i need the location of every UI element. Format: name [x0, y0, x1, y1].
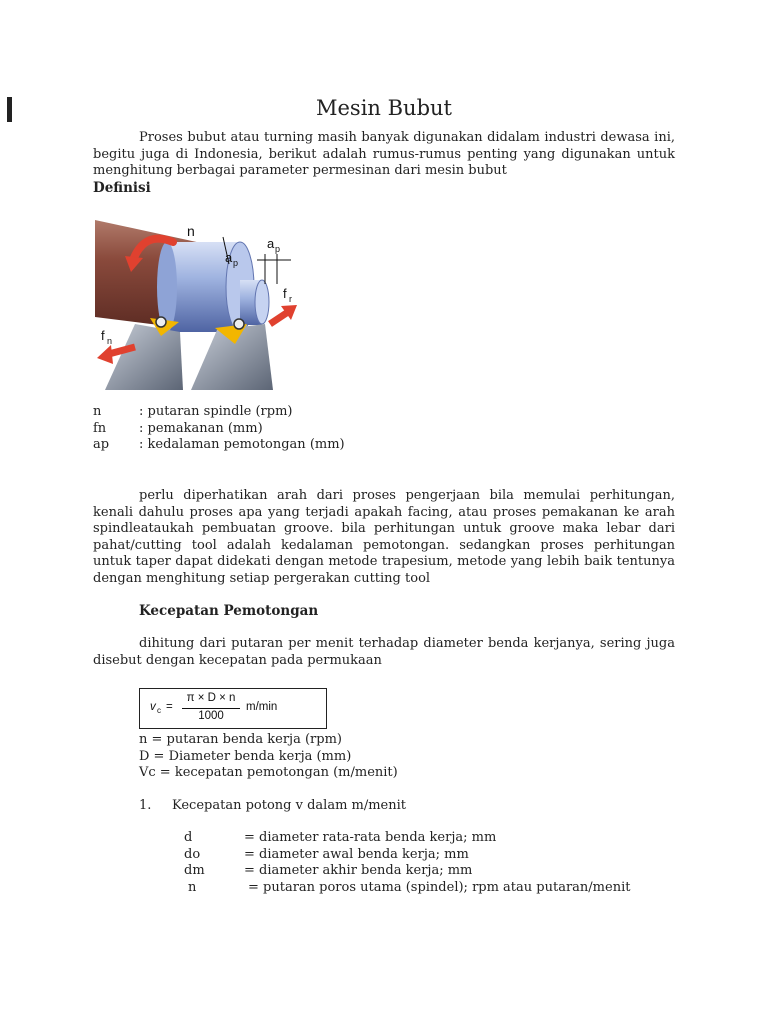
definisi-heading: Definisi: [93, 180, 151, 196]
variable-item: dm = diameter akhir benda kerja; mm: [184, 863, 473, 879]
formula-var-line: Vc = kecepatan pemotongan (m/menit): [139, 765, 398, 781]
fraction-bar: [182, 708, 240, 709]
definition-list: [93, 404, 345, 454]
label-fn: f: [101, 328, 105, 343]
variable-list: [184, 830, 630, 896]
formula-var-line: D = Diameter benda kerja (mm): [139, 748, 352, 764]
label-ap-2: a: [267, 236, 275, 251]
label-n: n: [187, 223, 195, 239]
formula-box: [139, 688, 327, 729]
variable-item: d = diameter rata-rata benda kerja; mm: [184, 830, 497, 845]
formula-equals: =: [166, 701, 173, 713]
label-fr-sub: r: [289, 294, 292, 304]
page-title: Mesin Bubut: [316, 96, 452, 120]
speed-text: dihitung dari putaran per menit terhadap diameter benda kerjanya, sering juga disebut dengan kecepatan pada permukaan: [93, 636, 675, 668]
process-paragraph: [93, 488, 675, 588]
variable-item: n = putaran poros utama (spindel); rpm atau putaran/menit: [188, 879, 631, 895]
definition-item: fn : pemakanan (mm): [93, 420, 263, 436]
label-fn-sub: n: [107, 336, 113, 346]
formula-unit: m/min: [246, 701, 278, 713]
numbered-item: [139, 798, 406, 813]
process-text: perlu diperhatikan arah dari proses pengerjaan bila memulai perhitungan, kenali dahulu proses apa yang terjadi apakah facing, atau proses pemakanan ke arah spindleataukah pembuatan groove. bila perhitungan untuk groove maka lebar dari pahat/cutting tool adalah kedalaman pemotongan. sedangkan proses perhitungan untuk taper dapat didekati dengan metode trapesium, metode yang lebih baik tentunya dengan menghitung setiap pergerakan cutting tool: [93, 488, 675, 586]
turning-illustration: [95, 212, 300, 390]
list-text: Kecepatan potong v dalam m/menit: [172, 798, 407, 813]
kecepatan-heading: Kecepatan Pemotongan: [139, 603, 319, 619]
variable-item: do = diameter awal benda kerja; mm: [184, 846, 469, 862]
label-fr: f: [283, 286, 287, 301]
intro-text: Proses bubut atau turning masih banyak digunakan didalam industri dewasa ini, begitu juga di Indonesia, berikut adalah rumus-rumus penting yang digunakan untuk menghitung berbagai parameter permesinan dari mesin bubut: [93, 130, 675, 179]
label-ap-2-sub: p: [275, 244, 281, 254]
tool-holder-left: [105, 324, 183, 390]
label-ap-1-sub: p: [233, 258, 239, 268]
formula-lhs: v: [150, 701, 156, 713]
formula-lhs-sub: c: [157, 706, 161, 715]
intro-paragraph: [93, 130, 675, 180]
definition-item: ap : kedalaman pemotongan (mm): [93, 437, 345, 453]
formula-denominator: 1000: [198, 710, 224, 722]
label-ap-1: a: [225, 250, 233, 265]
definition-item: n : putaran spindle (rpm): [93, 404, 293, 419]
list-number: 1.: [139, 798, 152, 813]
turning-illustration-svg: [95, 212, 300, 390]
formula-variables: [139, 732, 398, 782]
formula-numerator: π × D × n: [186, 692, 236, 704]
formula-var-line: n = putaran benda kerja (rpm): [139, 732, 342, 747]
speed-paragraph: [93, 636, 675, 669]
